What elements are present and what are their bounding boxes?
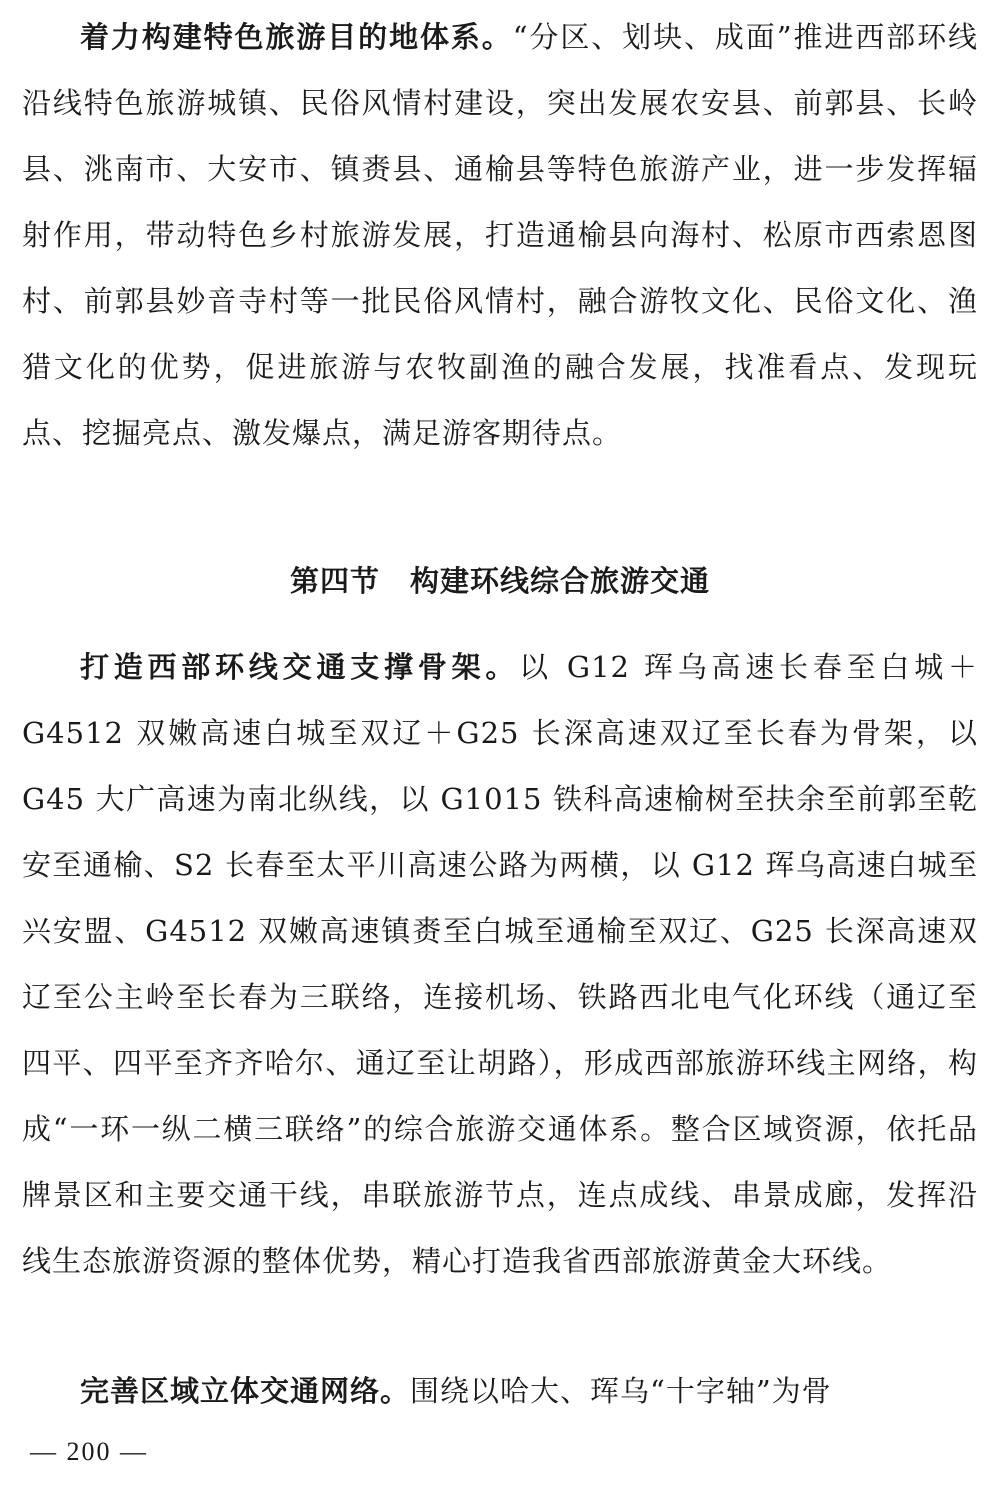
paragraph-lead: 打造西部环线交通支撑骨架。	[80, 650, 520, 684]
paragraph-lead: 着力构建特色旅游目的地体系。	[80, 20, 513, 54]
paragraph-body: “分区、划块、成面”推进西部环线沿线特色旅游城镇、民俗风情村建设，突出发展农安县、前郭县、长岭县、洮南市、大安市、镇赉县、通榆县等特色旅游产业，进一步发挥辐射作用，带动特色乡村旅游发展，打造通榆县向海村、松原市西索恩图村、前郭县妙音寺村等一批民俗风情村，融合游牧文化、民俗文化、渔猎文化的优势，促进旅游与农牧副渔的融合发展，找准看点、发现玩点、挖掘亮点、激发爆点，满足游客期待点。	[22, 20, 978, 450]
paragraph-lead: 完善区域立体交通网络。	[80, 1374, 411, 1408]
paragraph-tourism-destination-system	[22, 4, 978, 466]
section-heading: 第四节 构建环线综合旅游交通	[289, 564, 710, 598]
paragraph-transport-framework	[22, 634, 978, 1294]
paragraph-transport-network	[22, 1358, 978, 1424]
paragraph-body: 围绕以哈大、珲乌“十字轴”为骨	[410, 1374, 832, 1408]
page-number: — 200 —	[30, 1437, 148, 1466]
paragraph-body: 以 G12 珲乌高速长春至白城＋G4512 双嫩高速白城至双辽＋G25 长深高速双辽至长春为骨架，以 G45 大广高速为南北纵线，以 G1015 铁科高速榆树至扶余至前郭至乾安至通榆、S2 长春至太平川高速公路为两横，以 G12 珲乌高速白城至兴安盟、G4512 双嫩高速镇赉至白城至通榆至双辽、G25 长深高速双辽至公主岭至长春为三联络，连接机场、铁路西北电气化环线（通辽至四平、四平至齐齐哈尔、通辽至让胡路），形成西部旅游环线主网络，构成“一环一纵二横三联络”的综合旅游交通体系。整合区域资源，依托品牌景区和主要交通干线，串联旅游节点，连点成线、串景成廊，发挥沿线生态旅游资源的整体优势，精心打造我省西部旅游黄金大环线。	[22, 650, 978, 1278]
